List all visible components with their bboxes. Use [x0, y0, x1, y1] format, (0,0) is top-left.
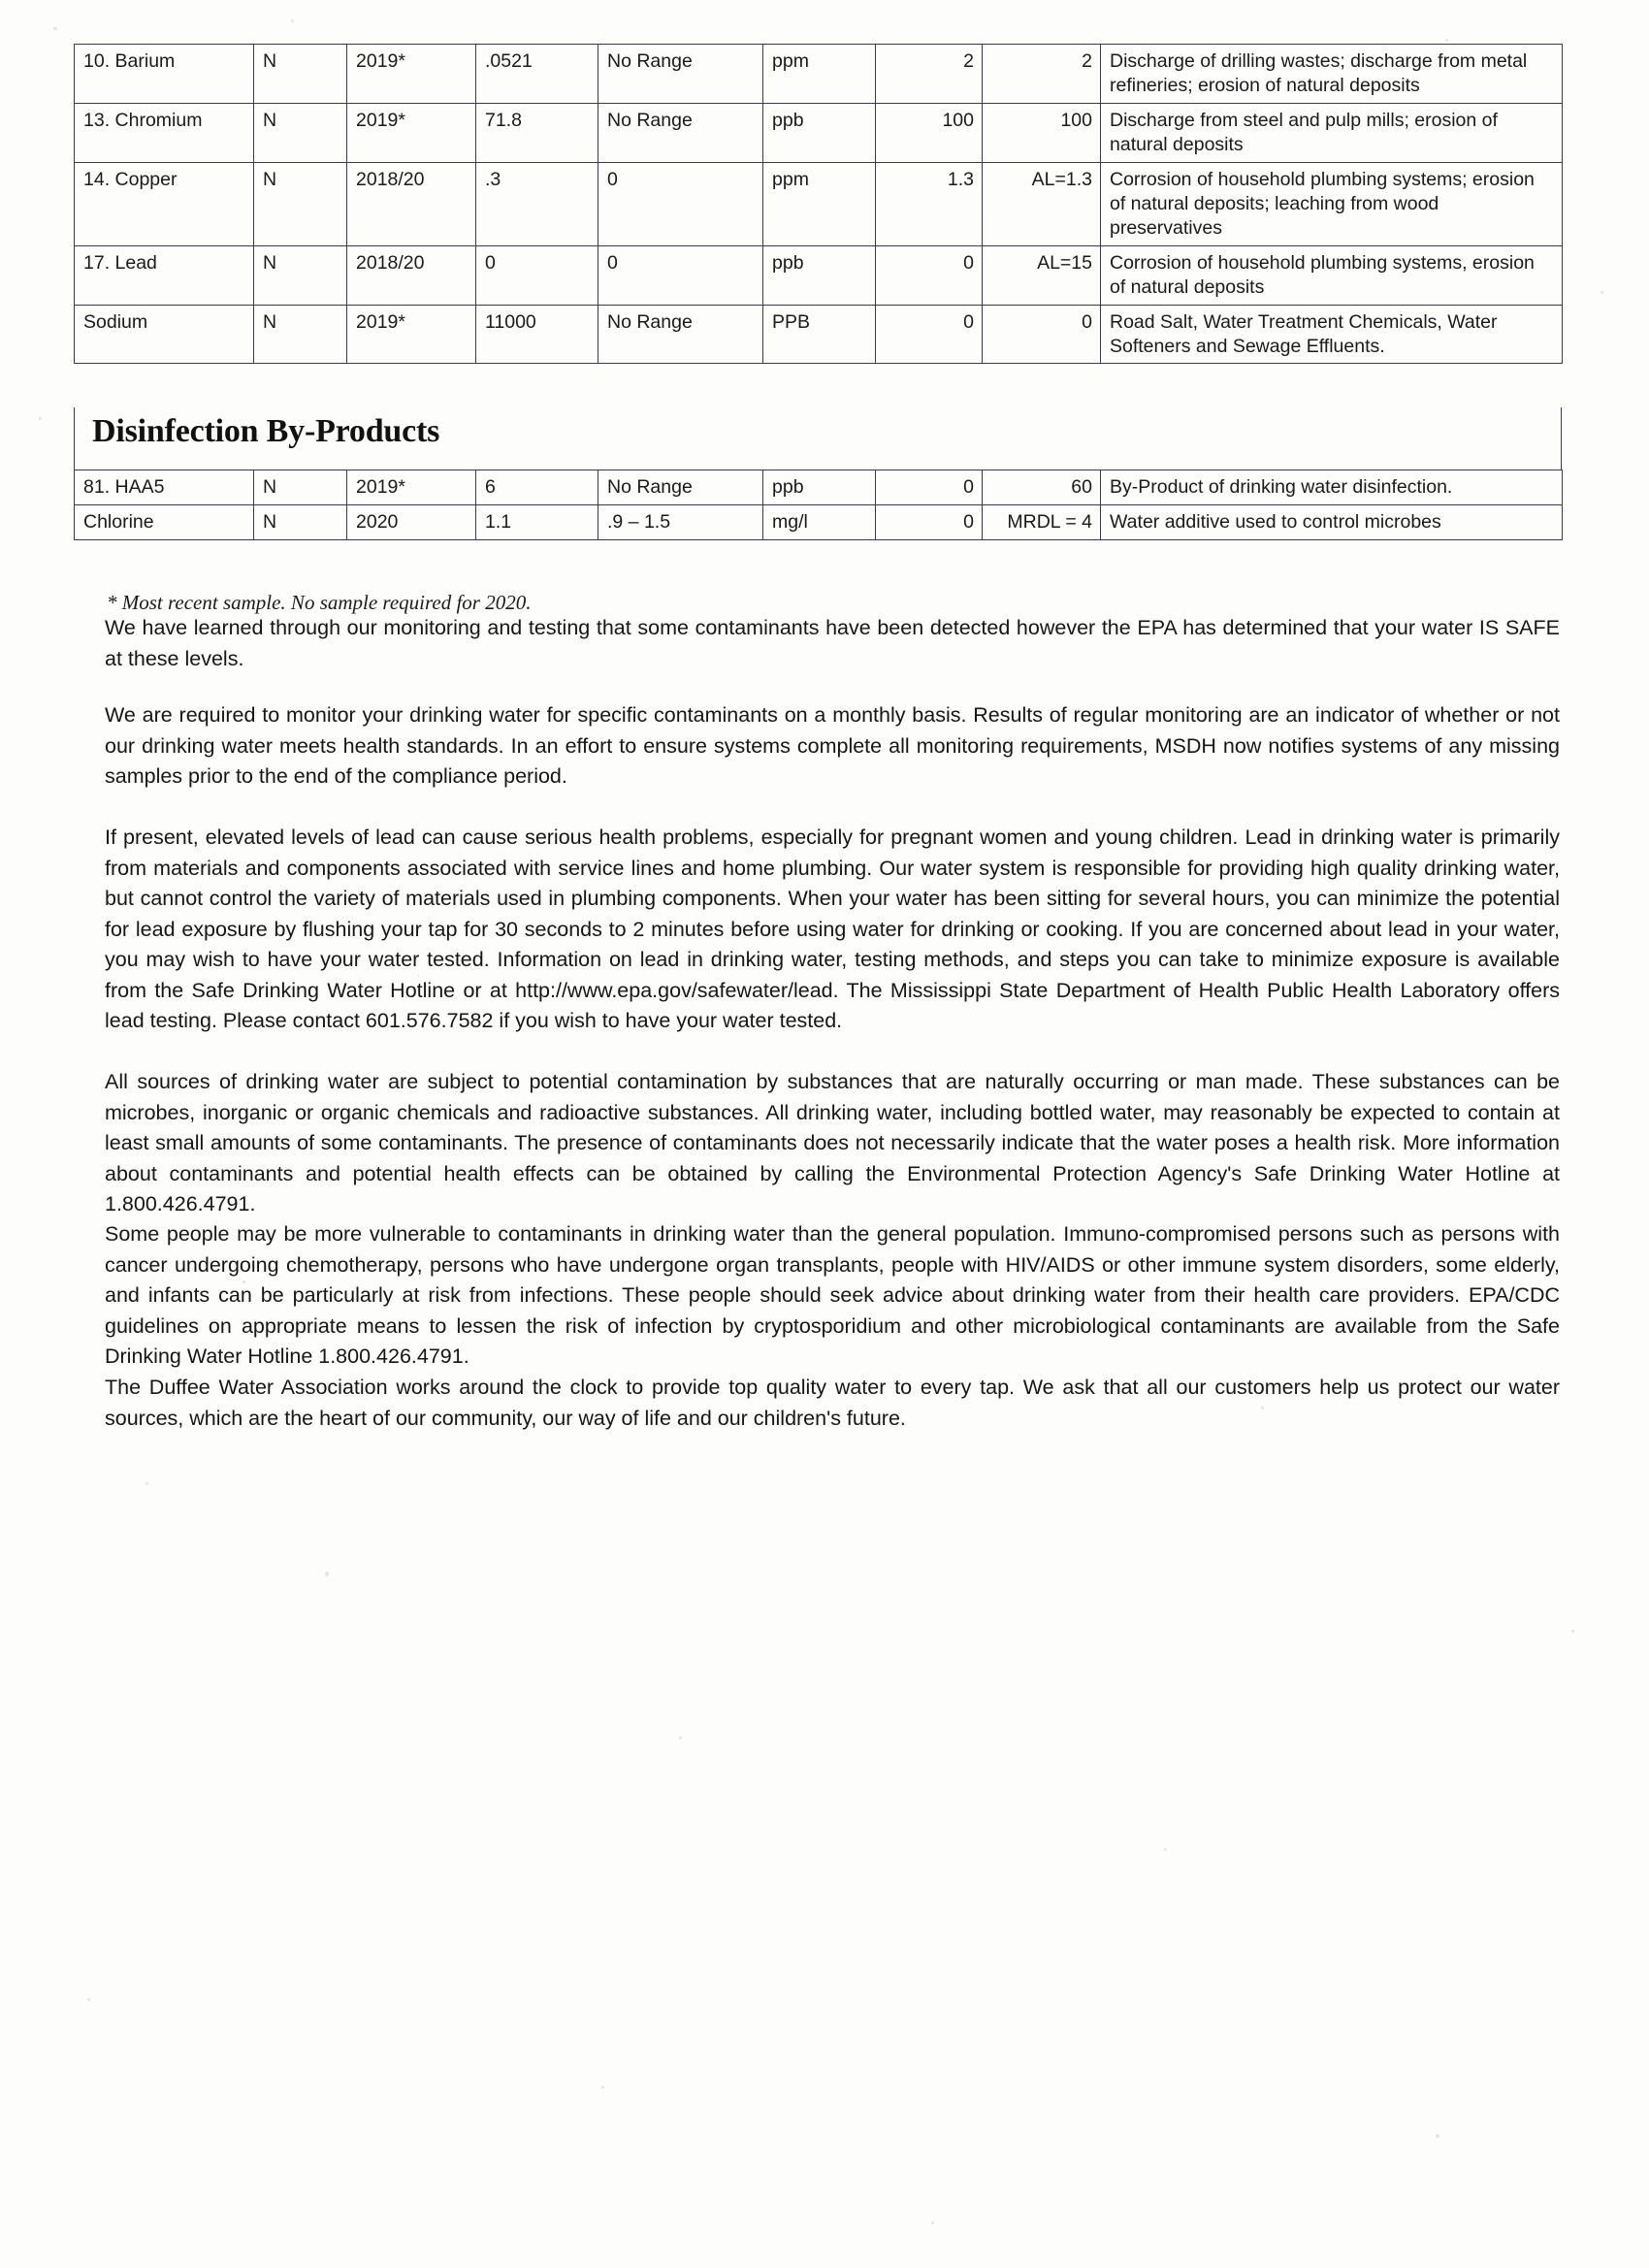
cell-range: No Range — [598, 470, 763, 505]
cell-level: 71.8 — [476, 103, 598, 162]
table-row — [75, 245, 1563, 305]
cell-mclg: 100 — [876, 103, 983, 162]
table-footnote: * Most recent sample. No sample required for 2020. — [107, 591, 532, 614]
cell-mclg: 0 — [876, 470, 983, 505]
cell-contaminant: Chlorine — [75, 504, 254, 539]
cell-date: 2019* — [347, 103, 476, 162]
table-row — [75, 103, 1563, 162]
cell-level: 11000 — [476, 305, 598, 364]
disinfection-section-title: Disinfection By-Products — [92, 413, 440, 449]
cell-violation: N — [254, 103, 347, 162]
cell-date: 2019* — [347, 45, 476, 104]
paragraph-closing-statement — [105, 1373, 1560, 1434]
cell-range: .9 – 1.5 — [598, 504, 763, 539]
cell-level: 0 — [476, 245, 598, 305]
cell-mcl: 2 — [983, 45, 1101, 104]
paragraph-vulnerable-populations — [105, 1219, 1560, 1373]
cell-mclg: 0 — [876, 305, 983, 364]
cell-mcl: AL=15 — [983, 245, 1101, 305]
cell-date: 2019* — [347, 305, 476, 364]
cell-mcl: MRDL = 4 — [983, 504, 1101, 539]
cell-level: .0521 — [476, 45, 598, 104]
paragraph-water-sources — [105, 1067, 1560, 1220]
paragraph-monitoring — [105, 700, 1560, 793]
cell-unit: ppm — [763, 45, 876, 104]
cell-mcl: 100 — [983, 103, 1101, 162]
table-row — [75, 305, 1563, 364]
cell-unit: ppb — [763, 245, 876, 305]
cell-violation: N — [254, 45, 347, 104]
cell-date: 2018/20 — [347, 245, 476, 305]
cell-range: 0 — [598, 162, 763, 245]
cell-mcl: AL=1.3 — [983, 162, 1101, 245]
cell-source: Water additive used to control microbes — [1101, 504, 1563, 539]
paragraph-text: Some people may be more vulnerable to contaminants in drinking water than the general population. Immuno-compromised persons such as persons with cancer undergoing chemotherapy, persons who have undergone organ transplants, people with HIV/AIDS or other immune system disorders, some elderly, and infants can be particularly at risk from infections. These people should seek advice about drinking water from their health care providers. EPA/CDC guidelines on appropriate means to lessen the risk of infection by cryptosporidium and other microbiological contaminants are available from the Safe Drinking Water Hotline 1.800.426.4791. — [105, 1222, 1560, 1368]
cell-mcl: 60 — [983, 470, 1101, 505]
cell-contaminant: 81. HAA5 — [75, 470, 254, 505]
paragraph-text: If present, elevated levels of lead can cause serious health problems, especially for pregnant women and young children. Lead in drinking water is primarily from materials and components associated with service lines and home plumbing. Our water system is responsible for providing high quality drinking water, but cannot control the variety of materials used in plumbing components. When your water has been sitting for several hours, you can minimize the potential for lead exposure by flushing your tap for 30 seconds to 2 minutes before using water for drinking or cooking. If you are concerned about lead in your water, you may wish to have your water tested. Information on lead in drinking water, testing methods, and steps you can take to minimize exposure is available from the Safe Drinking Water Hotline or at http://www.epa.gov/safewater/lead. The Mississippi State Department of Health Public Health Laboratory offers lead testing. Please contact 601.576.7582 if you wish to have your water tested. — [105, 826, 1560, 1032]
cell-violation: N — [254, 305, 347, 364]
cell-unit: mg/l — [763, 504, 876, 539]
cell-violation: N — [254, 162, 347, 245]
cell-mclg: 0 — [876, 245, 983, 305]
cell-mclg: 2 — [876, 45, 983, 104]
cell-source: Discharge of drilling wastes; discharge from metal refineries; erosion of natural deposits — [1101, 45, 1563, 104]
cell-contaminant: 14. Copper — [75, 162, 254, 245]
disinfection-by-products-table — [74, 470, 1563, 540]
paragraph-safety-statement — [105, 613, 1560, 674]
cell-range: No Range — [598, 305, 763, 364]
cell-range: No Range — [598, 103, 763, 162]
cell-mclg: 1.3 — [876, 162, 983, 245]
cell-date: 2019* — [347, 470, 476, 505]
paragraph-text: The Duffee Water Association works around the clock to provide top quality water to every tap. We ask that all our customers help us protect our water sources, which are the heart of our community, our way of life and our children's future. — [105, 1376, 1560, 1430]
cell-date: 2020 — [347, 504, 476, 539]
cell-level: 6 — [476, 470, 598, 505]
cell-range: 0 — [598, 245, 763, 305]
cell-mcl: 0 — [983, 305, 1101, 364]
cell-violation: N — [254, 504, 347, 539]
cell-unit: ppb — [763, 103, 876, 162]
table-row — [75, 504, 1563, 539]
cell-contaminant: 13. Chromium — [75, 103, 254, 162]
cell-range: No Range — [598, 45, 763, 104]
cell-contaminant: 10. Barium — [75, 45, 254, 104]
inorganic-contaminants-table — [74, 44, 1563, 364]
cell-date: 2018/20 — [347, 162, 476, 245]
cell-unit: ppm — [763, 162, 876, 245]
cell-unit: ppb — [763, 470, 876, 505]
cell-contaminant: Sodium — [75, 305, 254, 364]
disinfection-section-box — [74, 407, 1562, 470]
table-row — [75, 470, 1563, 505]
paragraph-text: We have learned through our monitoring and testing that some contaminants have been detected however the EPA has determined that your water IS SAFE at these levels. — [105, 616, 1560, 670]
cell-level: 1.1 — [476, 504, 598, 539]
cell-violation: N — [254, 470, 347, 505]
cell-source: By-Product of drinking water disinfection. — [1101, 470, 1563, 505]
cell-source: Discharge from steel and pulp mills; erosion of natural deposits — [1101, 103, 1563, 162]
cell-source: Road Salt, Water Treatment Chemicals, Water Softeners and Sewage Effluents. — [1101, 305, 1563, 364]
cell-mclg: 0 — [876, 504, 983, 539]
paragraph-lead-information — [105, 823, 1560, 1037]
table-row — [75, 45, 1563, 104]
cell-level: .3 — [476, 162, 598, 245]
cell-source: Corrosion of household plumbing systems, erosion of natural deposits — [1101, 245, 1563, 305]
paragraph-text: We are required to monitor your drinking water for specific contaminants on a monthly basis. Results of regular monitoring are an indicator of whether or not our drinking water meets health standards. In an effort to ensure systems complete all monitoring requirements, MSDH now notifies systems of any missing samples prior to the end of the compliance period. — [105, 703, 1560, 788]
cell-unit: PPB — [763, 305, 876, 364]
cell-contaminant: 17. Lead — [75, 245, 254, 305]
paragraph-text: All sources of drinking water are subject to potential contamination by substances that are naturally occurring or man made. These substances can be microbes, inorganic or organic chemicals and radioactive substances. All drinking water, including bottled water, may reasonably be expected to contain at least small amounts of some contaminants. The presence of contaminants does not necessarily indicate that the water poses a health risk. More information about contaminants and potential health effects can be obtained by calling the Environmental Protection Agency's Safe Drinking Water Hotline at 1.800.426.4791. — [105, 1070, 1560, 1215]
cell-source: Corrosion of household plumbing systems; erosion of natural deposits; leaching from wood preservatives — [1101, 162, 1563, 245]
table-row — [75, 162, 1563, 245]
cell-violation: N — [254, 245, 347, 305]
